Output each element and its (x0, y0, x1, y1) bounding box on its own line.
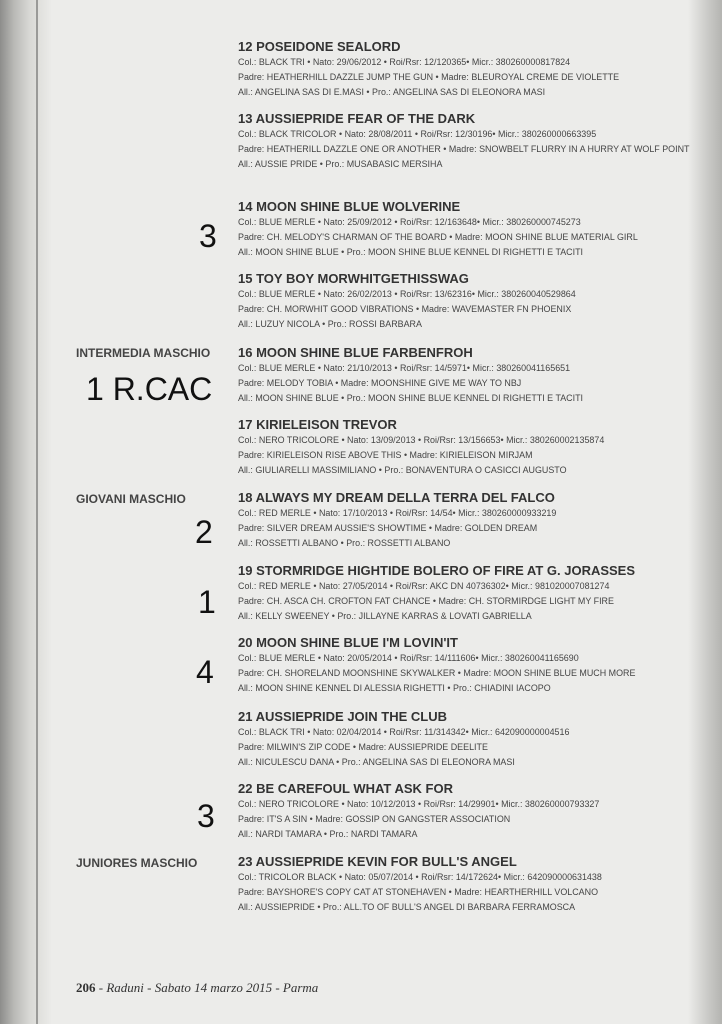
dog-breeder-owner: All.: MOON SHINE BLUE • Pro.: MOON SHINE BLUE KENNEL DI RIGHETTI E TACITI (238, 393, 584, 404)
dog-breeder-owner: All.: ANGELINA SAS DI E.MASI • Pro.: ANGELINA SAS DI ELEONORA MASI (238, 87, 546, 98)
catalog-entry-22 (238, 780, 708, 842)
dog-name: 19 STORMRIDGE HIGHTIDE BOLERO OF FIRE AT G. JORASSES (238, 563, 636, 578)
placement-mark-19: 1 (198, 584, 216, 620)
dog-name: 20 MOON SHINE BLUE I'M LOVIN'IT (238, 635, 458, 650)
dog-details: Col.: RED MERLE • Nato: 27/05/2014 • Roi/Rsr: AKC DN 40736302• Micr.: 981020007081274 (238, 581, 610, 592)
dog-parents: Padre: BAYSHORE'S COPY CAT AT STONEHAVEN • Madre: HEARTHERHILL VOLCANO (238, 887, 599, 898)
placement-mark-20: 4 (196, 654, 214, 690)
placement-mark-18: 2 (195, 514, 213, 550)
dog-parents: Padre: CH. MELODY'S CHARMAN OF THE BOARD • Madre: MOON SHINE BLUE MATERIAL GIRL (238, 232, 638, 243)
catalog-entry-20 (238, 634, 708, 696)
catalog-entry-23 (238, 853, 708, 915)
catalog-entry-21 (238, 708, 708, 770)
dog-parents: Padre: IT'S A SIN • Madre: GOSSIP ON GANGSTER ASSOCIATION (238, 814, 511, 825)
dog-breeder-owner: All.: GIULIARELLI MASSIMILIANO • Pro.: BONAVENTURA O CASICCI AUGUSTO (238, 465, 567, 476)
dog-name: 17 KIRIELEISON TREVOR (238, 417, 397, 432)
dog-parents: Padre: CH. MORWHIT GOOD VIBRATIONS • Madre: WAVEMASTER FN PHOENIX (238, 304, 572, 315)
placement-mark-22: 3 (197, 798, 215, 834)
dog-details: Col.: BLACK TRI • Nato: 29/06/2012 • Roi/Rsr: 12/120365• Micr.: 380260000817824 (238, 57, 571, 68)
dog-name: 23 AUSSIEPRIDE KEVIN FOR BULL'S ANGEL (238, 854, 517, 869)
dog-details: Col.: TRICOLOR BLACK • Nato: 05/07/2014 • Roi/Rsr: 14/172624• Micr.: 642090000631438 (238, 872, 602, 883)
dog-parents: Padre: HEATHERHILL DAZZLE JUMP THE GUN • Madre: BLEUROYAL CREME DE VIOLETTE (238, 72, 620, 83)
dog-breeder-owner: All.: LUZUY NICOLA • Pro.: ROSSI BARBARA (238, 319, 422, 330)
dog-parents: Padre: MILWIN'S ZIP CODE • Madre: AUSSIEPRIDE DEELITE (238, 742, 488, 753)
dog-breeder-owner: All.: AUSSIE PRIDE • Pro.: MUSABASIC MERSIHA (238, 159, 443, 170)
dog-name: 12 POSEIDONE SEALORD (238, 39, 401, 54)
dog-breeder-owner: All.: KELLY SWEENEY • Pro.: JILLAYNE KARRAS & LOVATI GABRIELLA (238, 611, 532, 622)
book-binding-shadow (0, 0, 52, 1024)
dog-name: 21 AUSSIEPRIDE JOIN THE CLUB (238, 709, 448, 724)
category-label-juniores: JUNIORES MASCHIO (76, 856, 198, 870)
dog-details: Col.: BLACK TRICOLOR • Nato: 28/08/2011 • Roi/Rsr: 12/30196• Micr.: 380260000663395 (238, 129, 597, 140)
dog-parents: Padre: CH. ASCA CH. CROFTON FAT CHANCE • Madre: CH. STORMIRDGE LIGHT MY FIRE (238, 596, 614, 607)
category-label-giovani: GIOVANI MASCHIO (76, 492, 186, 506)
dog-parents: Padre: MELODY TOBIA • Madre: MOONSHINE GIVE ME WAY TO NBJ (238, 378, 522, 389)
spine-line (36, 0, 38, 1024)
dog-parents: Padre: CH. SHORELAND MOONSHINE SKYWALKER • Madre: MOON SHINE BLUE MUCH MORE (238, 668, 636, 679)
dog-name: 18 ALWAYS MY DREAM DELLA TERRA DEL FALCO (238, 490, 555, 505)
dog-details: Col.: BLUE MERLE • Nato: 20/05/2014 • Roi/Rsr: 14/111606• Micr.: 380260041165690 (238, 653, 579, 664)
dog-name: 14 MOON SHINE BLUE WOLVERINE (238, 199, 461, 214)
dog-breeder-owner: All.: ROSSETTI ALBANO • Pro.: ROSSETTI ALBANO (238, 538, 451, 549)
dog-breeder-owner: All.: MOON SHINE KENNEL DI ALESSIA RIGHETTI • Pro.: CHIADINI IACOPO (238, 683, 551, 694)
catalog-entry-14 (238, 198, 708, 260)
dog-breeder-owner: All.: NARDI TAMARA • Pro.: NARDI TAMARA (238, 829, 418, 840)
dog-name: 15 TOY BOY MORWHITGETHISSWAG (238, 271, 469, 286)
page-footer (76, 980, 318, 996)
catalog-entry-13 (238, 110, 708, 172)
catalog-entry-15 (238, 270, 708, 332)
placement-mark-16: 1 R.CAC (86, 371, 213, 407)
category-label-intermedia: INTERMEDIA MASCHIO (76, 346, 211, 360)
catalog-entry-19 (238, 562, 708, 624)
dog-details: Col.: NERO TRICOLORE • Nato: 10/12/2013 • Roi/Rsr: 14/29901• Micr.: 380260000793327 (238, 799, 600, 810)
footer-text: - Raduni - Sabato 14 marzo 2015 - Parma (98, 980, 319, 995)
dog-details: Col.: BLUE MERLE • Nato: 25/09/2012 • Roi/Rsr: 12/163648• Micr.: 380260000745273 (238, 217, 581, 228)
placement-mark-14: 3 (199, 218, 217, 254)
catalog-entry-12 (238, 38, 708, 100)
dog-parents: Padre: KIRIELEISON RISE ABOVE THIS • Madre: KIRIELEISON MIRJAM (238, 450, 533, 461)
dog-breeder-owner: All.: MOON SHINE BLUE • Pro.: MOON SHINE BLUE KENNEL DI RIGHETTI E TACITI (238, 247, 584, 258)
dog-details: Col.: BLUE MERLE • Nato: 21/10/2013 • Roi/Rsr: 14/5971• Micr.: 380260041165651 (238, 363, 571, 374)
page-number: 206 (76, 980, 96, 995)
dog-parents: Padre: HEATHERILL DAZZLE ONE OR ANOTHER • Madre: SNOWBELT FLURRY IN A HURRY AT WOLF POINT (238, 144, 690, 155)
dog-parents: Padre: SILVER DREAM AUSSIE'S SHOWTIME • Madre: GOLDEN DREAM (238, 523, 538, 534)
catalog-entry-16 (238, 344, 708, 406)
dog-details: Col.: NERO TRICOLORE • Nato: 13/09/2013 • Roi/Rsr: 13/156653• Micr.: 380260002135874 (238, 435, 605, 446)
catalog-entry-17 (238, 416, 708, 478)
dog-details: Col.: BLACK TRI • Nato: 02/04/2014 • Roi/Rsr: 11/314342• Micr.: 642090000004516 (238, 727, 570, 738)
dog-name: 22 BE CAREFOUL WHAT ASK FOR (238, 781, 453, 796)
dog-name: 13 AUSSIEPRIDE FEAR OF THE DARK (238, 111, 476, 126)
dog-name: 16 MOON SHINE BLUE FARBENFROH (238, 345, 473, 360)
catalog-entry-18 (238, 489, 708, 551)
dog-breeder-owner: All.: AUSSIEPRIDE • Pro.: ALL.TO OF BULL'S ANGEL DI BARBARA FERRAMOSCA (238, 902, 576, 913)
dog-details: Col.: BLUE MERLE • Nato: 26/02/2013 • Roi/Rsr: 13/62316• Micr.: 380260040529864 (238, 289, 576, 300)
dog-details: Col.: RED MERLE • Nato: 17/10/2013 • Roi/Rsr: 14/54• Micr.: 380260000933219 (238, 508, 557, 519)
dog-breeder-owner: All.: NICULESCU DANA • Pro.: ANGELINA SAS DI ELEONORA MASI (238, 757, 515, 768)
